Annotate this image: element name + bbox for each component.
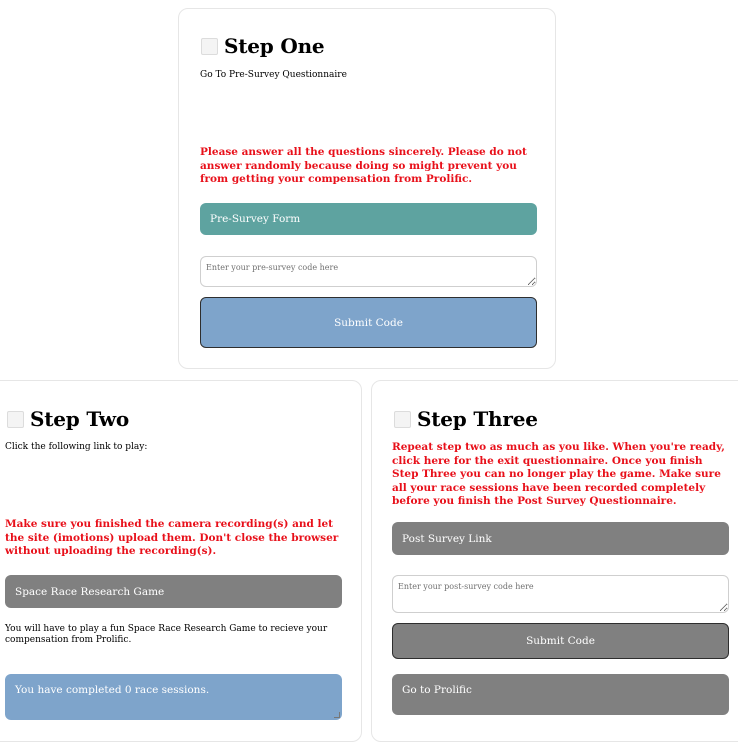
compensation-note: You will have to play a fun Space Race Research Game to recieve your compensation from Prolific.	[5, 624, 328, 645]
submit-pre-survey-code-button[interactable]: Submit Code	[200, 297, 537, 348]
step-three-title: Step Three	[417, 407, 538, 431]
post-survey-code-input[interactable]	[392, 575, 729, 613]
step-two-warning: Make sure you finished the camera recording(s) and let the site (imotions) upload them. Don't close the browser without uploading the recording(s).	[5, 518, 339, 557]
post-survey-link-button[interactable]: Post Survey Link	[392, 522, 729, 555]
step-one-card	[178, 8, 556, 369]
resize-grip-icon	[334, 712, 340, 718]
step-two-checkbox[interactable]	[7, 411, 24, 428]
pre-survey-questionnaire-link[interactable]: Go To Pre-Survey Questionnaire	[200, 70, 347, 80]
space-race-game-button[interactable]: Space Race Research Game	[5, 575, 342, 608]
race-sessions-text: You have completed 0 race sessions.	[15, 684, 210, 696]
step-two-card	[0, 380, 362, 742]
step-one-checkbox[interactable]	[201, 38, 218, 55]
submit-post-survey-code-button[interactable]: Submit Code	[392, 623, 729, 659]
step-three-warning[interactable]: Repeat step two as much as you like. When you're ready, click here for the exit questionnaire. Once you finish Step Three you can no longer play the game. Make sure all your race sessions have been recorded completely before you finish the Post Survey Questionnaire.	[392, 441, 725, 507]
step-three-heading	[394, 407, 538, 431]
step-two-title: Step Two	[30, 407, 129, 431]
pre-survey-code-input[interactable]	[200, 256, 537, 287]
step-one-heading	[201, 34, 324, 58]
pre-survey-form-button[interactable]: Pre-Survey Form	[200, 203, 537, 235]
race-sessions-status	[5, 674, 342, 720]
step-one-title: Step One	[224, 34, 325, 58]
play-link-intro: Click the following link to play:	[5, 442, 148, 452]
go-to-prolific-button[interactable]: Go to Prolific	[392, 674, 729, 715]
step-three-card	[371, 380, 738, 742]
step-two-heading	[7, 407, 129, 431]
step-three-checkbox[interactable]	[394, 411, 411, 428]
step-one-warning: Please answer all the questions sincerely. Please do not answer randomly because doing so might prevent you from getting your compensation from Prolific.	[200, 146, 527, 185]
